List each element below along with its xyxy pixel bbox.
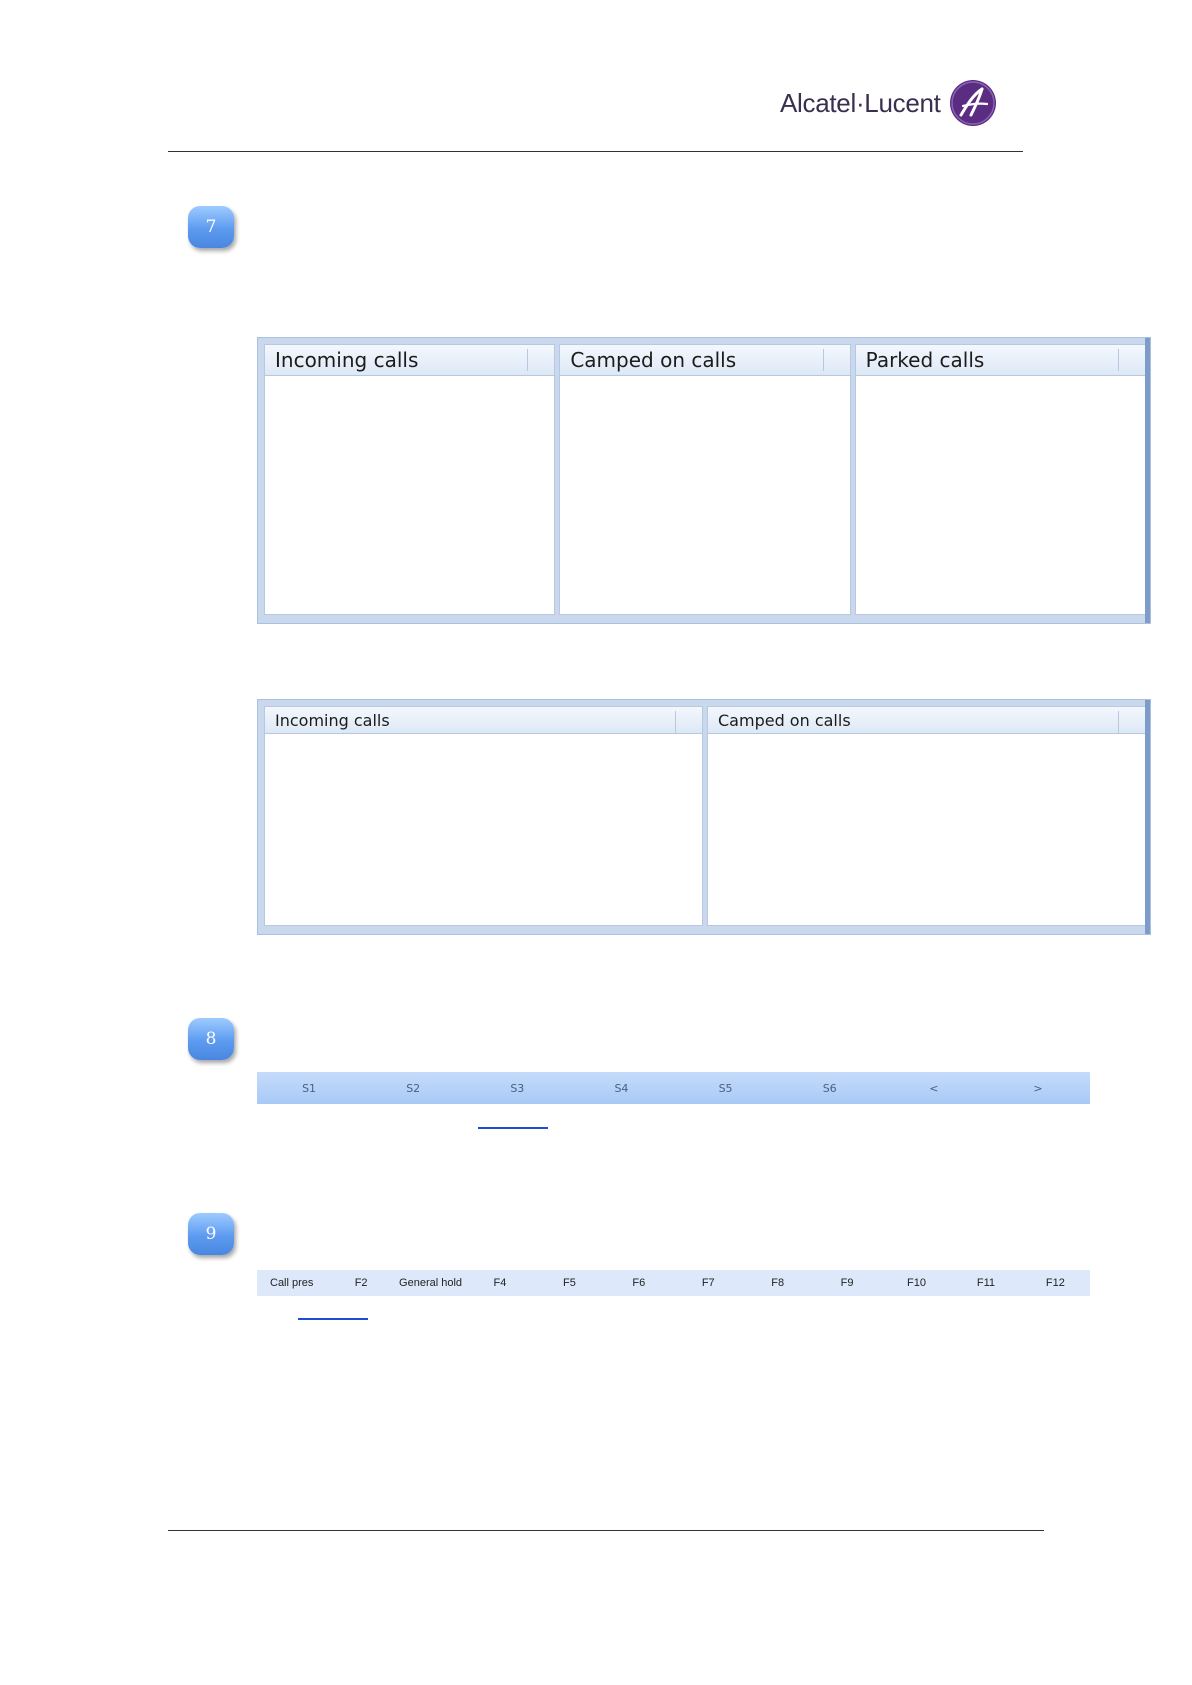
list-header[interactable] [560, 345, 849, 376]
fkey-f10[interactable]: F10 [907, 1277, 926, 1289]
column-separator [1118, 349, 1119, 371]
splitter-bar[interactable] [1145, 338, 1150, 623]
column-separator [675, 711, 676, 733]
footer-divider [168, 1530, 1044, 1531]
alcatel-lucent-logo [780, 78, 997, 128]
fkey-f11[interactable]: F11 [976, 1277, 995, 1289]
splitter-bar[interactable] [1145, 700, 1150, 934]
function-key-bar [257, 1270, 1090, 1296]
fkey-f4[interactable]: F4 [493, 1277, 507, 1289]
step-badge-8 [188, 1018, 234, 1060]
list-body [265, 734, 702, 925]
link-underline[interactable] [478, 1127, 548, 1129]
step-number: 7 [205, 217, 217, 237]
fkey-f5[interactable]: F5 [562, 1277, 576, 1289]
list-body [708, 734, 1145, 925]
step-badge-9 [188, 1213, 234, 1255]
call-lists-panel-two [257, 699, 1151, 935]
step-number: 8 [205, 1029, 217, 1049]
list-body [856, 376, 1145, 614]
link-underline[interactable] [298, 1318, 368, 1320]
incoming-calls-list[interactable] [264, 344, 555, 615]
camped-on-calls-list[interactable] [707, 706, 1146, 926]
column-separator [527, 349, 528, 371]
softkey-s3[interactable]: S3 [510, 1081, 525, 1095]
softkey-s5[interactable]: S5 [718, 1081, 733, 1095]
call-lists-panel-three [257, 337, 1151, 624]
list-body [560, 376, 849, 614]
fkey-f6[interactable]: F6 [632, 1277, 646, 1289]
alcatel-lucent-logo-icon [949, 79, 997, 127]
softkey-bar [257, 1072, 1090, 1104]
list-header[interactable] [708, 707, 1145, 734]
list-header[interactable] [265, 345, 554, 376]
list-title: Camped on calls [570, 348, 737, 372]
list-header[interactable] [856, 345, 1145, 376]
logo-text: Alcatel·Lucent [780, 87, 941, 118]
fkey-general-hold[interactable]: General hold [399, 1277, 463, 1289]
incoming-calls-list[interactable] [264, 706, 703, 926]
softkey-s6[interactable]: S6 [822, 1081, 837, 1095]
softkey-s4[interactable]: S4 [614, 1081, 629, 1095]
list-title: Incoming calls [275, 348, 419, 372]
step-number: 9 [205, 1224, 217, 1244]
list-header[interactable] [265, 707, 702, 734]
softkey-previous[interactable]: < [929, 1081, 939, 1095]
list-body [265, 376, 554, 614]
list-title: Camped on calls [718, 710, 851, 730]
fkey-f9[interactable]: F9 [840, 1277, 854, 1289]
header-divider [168, 151, 1023, 152]
softkey-next[interactable]: > [1033, 1081, 1043, 1095]
fkey-f7[interactable]: F7 [701, 1277, 715, 1289]
camped-on-calls-list[interactable] [559, 344, 850, 615]
softkey-s1[interactable]: S1 [302, 1081, 317, 1095]
softkey-s2[interactable]: S2 [406, 1081, 421, 1095]
parked-calls-list[interactable] [855, 344, 1146, 615]
column-separator [823, 349, 824, 371]
fkey-f2[interactable]: F2 [354, 1277, 368, 1289]
list-title: Incoming calls [275, 710, 390, 730]
fkey-call-pres[interactable]: Call pres [270, 1277, 314, 1289]
fkey-f8[interactable]: F8 [771, 1277, 785, 1289]
fkey-f12[interactable]: F12 [1045, 1277, 1065, 1289]
list-title: Parked calls [865, 348, 985, 372]
column-separator [1118, 711, 1119, 733]
step-badge-7 [188, 206, 234, 248]
